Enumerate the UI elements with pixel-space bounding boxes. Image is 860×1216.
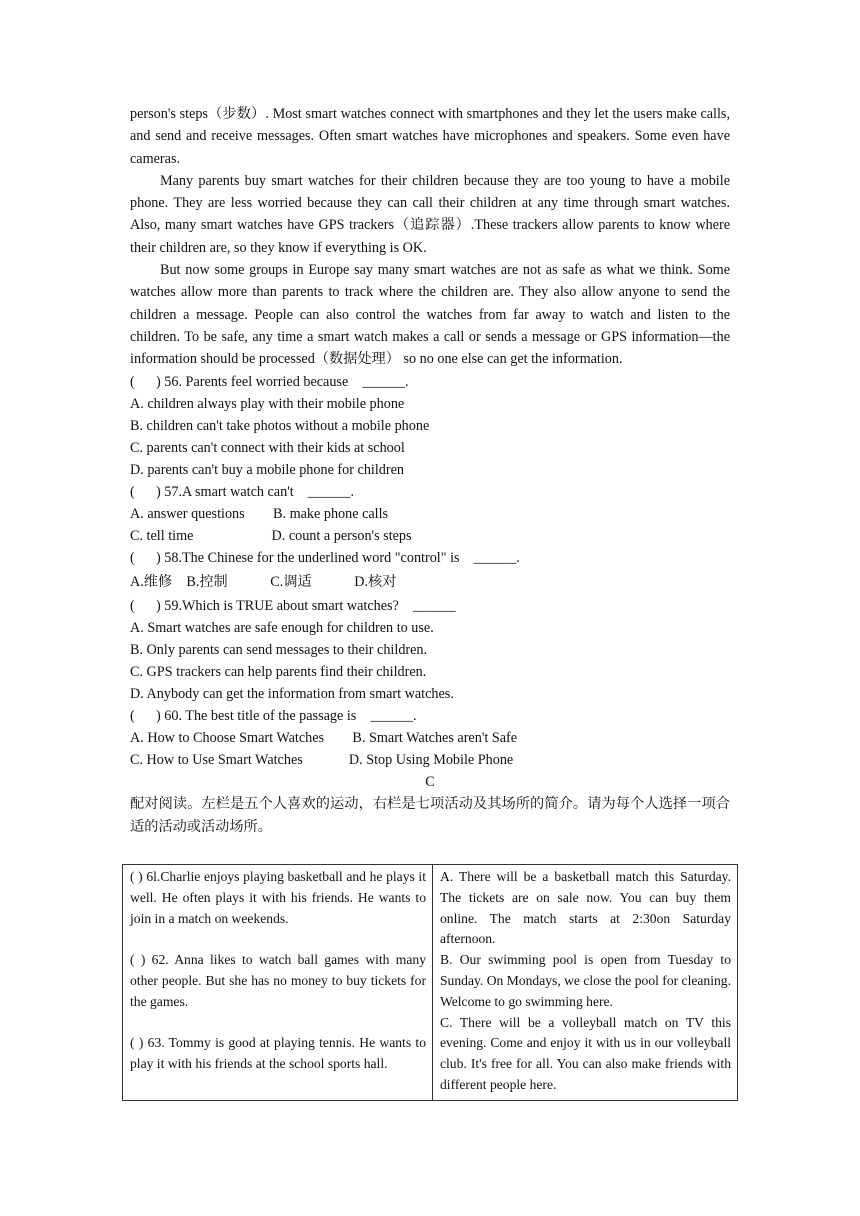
passage-area: [130, 103, 730, 839]
question-60: ( ) 60. The best title of the passage is ______.: [130, 707, 417, 724]
question-59: ( ) 59.Which is TRUE about smart watches? ______: [130, 597, 456, 614]
activity-a: A. There will be a basketball match this Saturday. The tickets are on sale now. You can buy them online. The match starts at 2:30on Saturday afternoon.: [440, 869, 731, 947]
option-59-c: C. GPS trackers can help parents find their children.: [130, 663, 427, 680]
person-62: ( ) 62. Anna likes to watch ball games with many other people. But she has no money to buy tickets for the games.: [130, 952, 426, 1009]
question-58: ( ) 58.The Chinese for the underlined word "control" is ______.: [130, 549, 520, 566]
option-59-a: A. Smart watches are safe enough for children to use.: [130, 619, 434, 636]
option-56-b: B. children can't take photos without a mobile phone: [130, 417, 430, 434]
option-59-b: B. Only parents can send messages to their children.: [130, 641, 428, 658]
person-63: ( ) 63. Tommy is good at playing tennis. He wants to play it with his friends at the school sports hall.: [130, 1035, 426, 1072]
activity-b: B. Our swimming pool is open from Tuesday to Sunday. On Mondays, we close the pool for cleaning. Welcome to go swimming here.: [440, 952, 731, 1009]
question-57: ( ) 57.A smart watch can't ______.: [130, 483, 354, 500]
person-61: ( ) 6l.Charlie enjoys playing basketball and he plays it well. He often plays it with his friends. He wants to join in a match on weekends.: [130, 869, 426, 926]
passage-paragraph-3: But now some groups in Europe say many smart watches are not as safe as what we think. Some watches allow more than parents to track where the children are. They also allow anyone to send the children a message. People can also control the watches from far away to watch and listen to the children. To be safe, any time a smart watch makes a call or sends a message or GPS information—the information should be processed（数据处理） so no one else can get the information.: [130, 262, 730, 368]
section-c-instructions: 配对阅读。左栏是五个人喜欢的运动，右栏是七项活动及其场所的简介。请为每个人选择一项合适的活动或活动场所。: [130, 795, 730, 835]
passage-paragraph-1: person's steps（步数）. Most smart watches connect with smartphones and they let the users make calls, and send and receive messages. Often smart watches have microphones and speakers. Some even have cameras.: [130, 106, 730, 167]
options-58: A.维修 B.控制 C.调适 D.核对: [130, 573, 397, 590]
section-c-heading: C: [425, 773, 435, 790]
activity-c: C. There will be a volleyball match on TV this evening. Come and enjoy it with us in our volleyball club. It's free for all. You can also make friends with different people here.: [440, 1014, 731, 1092]
left-column: [123, 865, 433, 1101]
passage-paragraph-2: Many parents buy smart watches for their children because they are too young to have a mobile phone. They are less worried because they can call their children at any time through smart watches. Also, many smart watches have GPS trackers（追踪器）.These trackers allow parents to know where their children are, so they know if everything is OK.: [130, 172, 730, 256]
options-60-cd: C. How to Use Smart Watches D. Stop Using Mobile Phone: [130, 751, 514, 768]
option-56-a: A. children always play with their mobile phone: [130, 395, 405, 412]
options-57-cd: C. tell time D. count a person's steps: [130, 527, 412, 544]
options-57-ab: A. answer questions B. make phone calls: [130, 505, 389, 522]
right-column: [433, 865, 738, 1101]
option-59-d: D. Anybody can get the information from smart watches.: [130, 685, 454, 702]
options-60-ab: A. How to Choose Smart Watches B. Smart Watches aren't Safe: [130, 729, 518, 746]
option-56-d: D. parents can't buy a mobile phone for children: [130, 461, 405, 478]
question-list: [130, 371, 730, 771]
option-56-c: C. parents can't connect with their kids at school: [130, 439, 405, 456]
question-56: ( ) 56. Parents feel worried because ______.: [130, 373, 409, 390]
matching-table: [122, 864, 738, 1101]
